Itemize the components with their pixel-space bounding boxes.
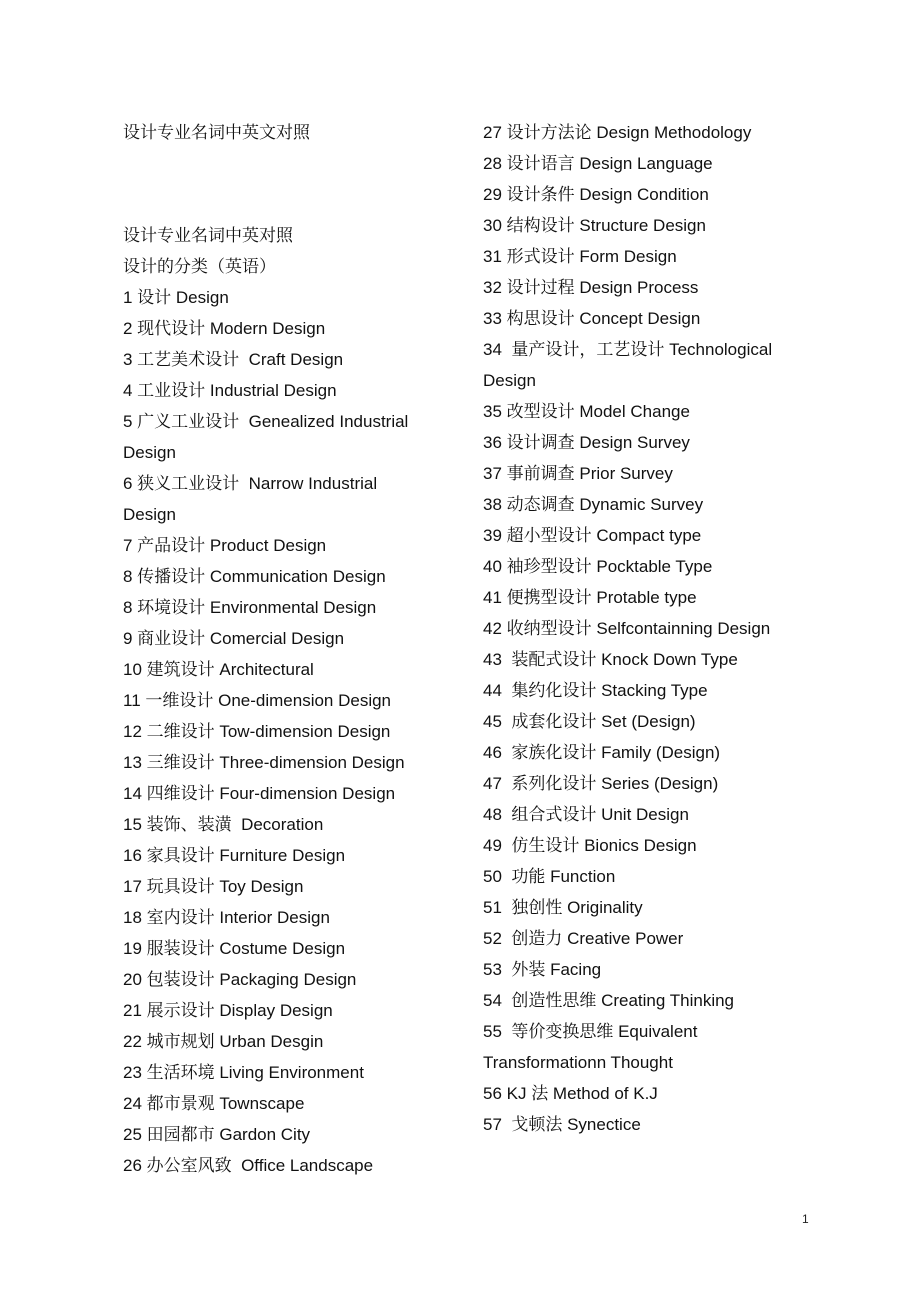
term-item: 23 生活环境 Living Environment (123, 1063, 364, 1082)
term-item: 21 展示设计 Display Design (123, 1001, 333, 1020)
term-item: 19 服装设计 Costume Design (123, 939, 346, 958)
term-item: 24 都市景观 Townscape (123, 1094, 305, 1113)
right-term-list (483, 117, 783, 1140)
term-item: 22 城市规划 Urban Desgin (123, 1032, 324, 1051)
term-item: 57 戈顿法 Synectice (483, 1115, 641, 1134)
term-item: 7 产品设计 Product Design (123, 536, 327, 555)
term-item: 44 集约化设计 Stacking Type (483, 681, 708, 700)
term-item: 33 构思设计 Concept Design (483, 309, 701, 328)
term-item: 25 田园都市 Gardon City (123, 1125, 311, 1144)
term-item: 42 收纳型设计 Selfcontainning Design (483, 619, 771, 638)
term-item: 29 设计条件 Design Condition (483, 185, 709, 204)
left-term-list (123, 282, 413, 1181)
term-item: 32 设计过程 Design Process (483, 278, 699, 297)
document-heading: 设计专业名词中英文对照 (123, 123, 310, 142)
left-column (123, 117, 413, 1181)
term-item: 37 事前调查 Prior Survey (483, 464, 673, 483)
term-item: 8 传播设计 Communication Design (123, 567, 386, 586)
term-item: 35 改型设计 Model Change (483, 402, 690, 421)
term-item: 15 装饰、装潢 Decoration (123, 815, 324, 834)
term-item: 54 创造性思维 Creating Thinking (483, 991, 735, 1010)
page-number: 1 (802, 1212, 809, 1226)
term-item: 52 创造力 Creative Power (483, 929, 684, 948)
term-item: 14 四维设计 Four-dimension Design (123, 784, 396, 803)
term-item: 39 超小型设计 Compact type (483, 526, 702, 545)
term-item: 17 玩具设计 Toy Design (123, 877, 304, 896)
term-item: 6 狭义工业设计 Narrow Industrial Design (123, 474, 382, 524)
category-heading: 设计的分类（英语） (123, 257, 276, 276)
term-item: 1 设计 Design (123, 288, 229, 307)
term-item: 46 家族化设计 Family (Design) (483, 743, 721, 762)
term-item: 27 设计方法论 Design Methodology (483, 123, 752, 142)
spacer (123, 148, 413, 220)
term-item: 16 家具设计 Furniture Design (123, 846, 346, 865)
term-item: 36 设计调查 Design Survey (483, 433, 690, 452)
term-item: 9 商业设计 Comercial Design (123, 629, 345, 648)
document-subheading: 设计专业名词中英对照 (123, 226, 293, 245)
term-item: 40 袖珍型设计 Pocktable Type (483, 557, 713, 576)
term-item: 47 系列化设计 Series (Design) (483, 774, 719, 793)
term-item: 4 工业设计 Industrial Design (123, 381, 337, 400)
term-item: 56 KJ 法 Method of K.J (483, 1084, 658, 1103)
term-item: 13 三维设计 Three-dimension Design (123, 753, 405, 772)
term-item: 49 仿生设计 Bionics Design (483, 836, 697, 855)
term-item: 18 室内设计 Interior Design (123, 908, 330, 927)
term-item: 31 形式设计 Form Design (483, 247, 677, 266)
term-item: 10 建筑设计 Architectural (123, 660, 314, 679)
term-item: 12 二维设计 Tow-dimension Design (123, 722, 391, 741)
term-item: 55 等价变换思维 Equivalent Transformationn Thought (483, 1022, 702, 1072)
right-column (483, 117, 783, 1140)
term-item: 34 量产设计，工艺设计 Technological Design (483, 340, 777, 390)
term-item: 8 环境设计 Environmental Design (123, 598, 377, 617)
term-item: 11 一维设计 One-dimension Design (123, 691, 392, 710)
term-item: 30 结构设计 Structure Design (483, 216, 706, 235)
term-item: 28 设计语言 Design Language (483, 154, 713, 173)
term-item: 20 包装设计 Packaging Design (123, 970, 357, 989)
term-item: 50 功能 Function (483, 867, 616, 886)
term-item: 45 成套化设计 Set (Design) (483, 712, 696, 731)
term-item: 41 便携型设计 Protable type (483, 588, 697, 607)
term-item: 48 组合式设计 Unit Design (483, 805, 689, 824)
term-item: 51 独创性 Originality (483, 898, 643, 917)
term-item: 53 外装 Facing (483, 960, 602, 979)
term-item: 5 广义工业设计 Genealized Industrial Design (123, 412, 414, 462)
term-item: 2 现代设计 Modern Design (123, 319, 326, 338)
term-item: 3 工艺美术设计 Craft Design (123, 350, 344, 369)
term-item: 26 办公室风致 Office Landscape (123, 1156, 374, 1175)
term-item: 38 动态调查 Dynamic Survey (483, 495, 704, 514)
term-item: 43 装配式设计 Knock Down Type (483, 650, 738, 669)
